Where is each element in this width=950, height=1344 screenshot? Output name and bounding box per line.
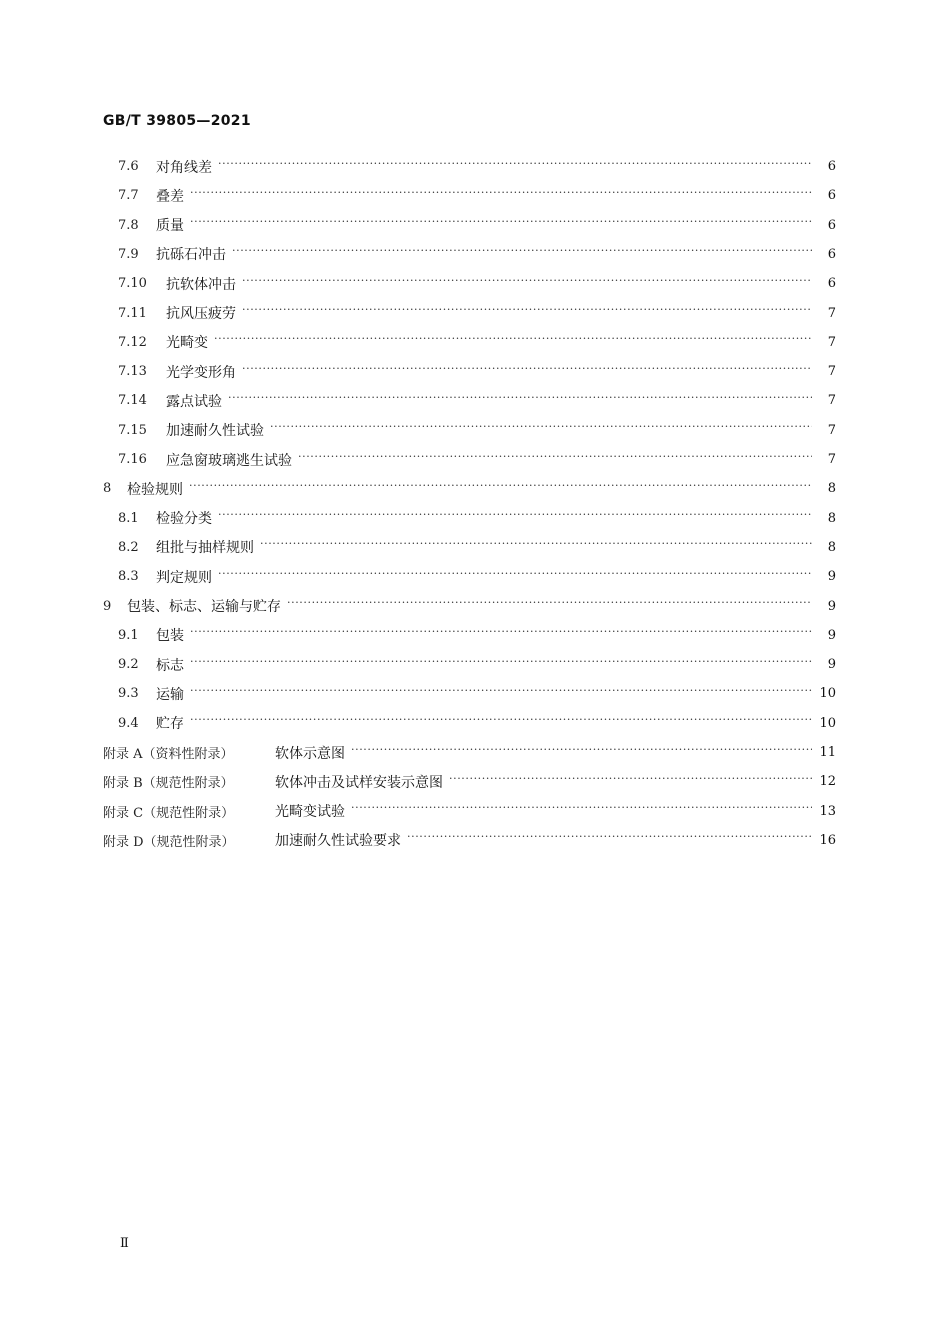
- toc-entry-page: 6: [827, 188, 836, 204]
- toc-entry-number: 附录 B（规范性附录）: [103, 776, 234, 792]
- toc-leader-dots: [190, 717, 812, 731]
- toc-entry[interactable]: [118, 299, 836, 328]
- toc-entry[interactable]: [118, 152, 836, 181]
- toc-entry-title: 运输: [156, 686, 184, 703]
- page-number: Ⅱ: [120, 1236, 129, 1251]
- toc-entry[interactable]: [118, 562, 836, 591]
- toc-leader-dots: [298, 454, 812, 468]
- toc-entry-number: 7.12: [118, 334, 147, 350]
- toc-leader-dots: [270, 424, 812, 438]
- toc-leader-dots: [260, 541, 812, 555]
- toc-entry[interactable]: [118, 445, 836, 474]
- toc-entry-page: 6: [827, 159, 836, 174]
- toc-entry-number: 7.10: [118, 276, 147, 292]
- toc-entry-number: 7.14: [118, 393, 147, 409]
- toc-entry-number: 7.16: [118, 452, 147, 467]
- toc-entry-title: 光畸变: [166, 335, 208, 352]
- toc-entry-number: 7.13: [118, 364, 147, 380]
- toc-entry[interactable]: [118, 416, 836, 445]
- toc-entry-number: 8.3: [118, 569, 139, 585]
- toc-leader-dots: [189, 483, 812, 497]
- toc-entry-number: 7.15: [118, 422, 147, 438]
- toc-entry-page: 7: [827, 452, 836, 467]
- toc-leader-dots: [218, 161, 812, 175]
- toc-entry-number: 9.4: [118, 715, 139, 731]
- toc-entry-title: 光学变形角: [166, 364, 236, 381]
- toc-leader-dots: [242, 307, 812, 321]
- toc-entry[interactable]: [118, 357, 836, 386]
- toc-leader-dots: [218, 512, 812, 526]
- toc-entry-number: 9.3: [118, 686, 139, 702]
- toc-entry-title: 软体冲击及试样安装示意图: [275, 774, 443, 791]
- toc-entry-page: 6: [827, 217, 836, 233]
- toc-entry-page: 7: [827, 305, 836, 321]
- toc-entry-number: 8.2: [118, 539, 139, 555]
- toc-leader-dots: [228, 395, 812, 409]
- toc-entry-title: 叠差: [156, 188, 184, 205]
- toc-entry-title: 抗砾石冲击: [156, 247, 226, 264]
- toc-entry-title: 对角线差: [156, 159, 212, 176]
- toc-entry-page: 10: [819, 686, 836, 702]
- toc-entry-title: 加速耐久性试验要求: [275, 833, 401, 850]
- toc-entry-page: 9: [827, 657, 836, 673]
- toc-entry-page: 8: [827, 510, 836, 526]
- toc-entry[interactable]: [118, 211, 836, 240]
- toc-leader-dots: [407, 834, 812, 848]
- toc-entry[interactable]: [118, 679, 836, 708]
- toc-entry-page: 11: [819, 745, 836, 760]
- toc-entry[interactable]: [118, 504, 836, 533]
- toc-entry-title: 判定规则: [156, 569, 212, 586]
- toc-entry-title: 检验分类: [156, 511, 212, 528]
- toc-leader-dots: [351, 805, 812, 819]
- toc-entry-number: 附录 D（规范性附录）: [103, 834, 235, 850]
- toc-entry[interactable]: [118, 621, 836, 650]
- toc-leader-dots: [214, 336, 812, 350]
- toc-entry-page: 12: [819, 774, 836, 790]
- toc-entry-title: 露点试验: [166, 393, 222, 410]
- toc-entry-number: 7.7: [118, 188, 139, 204]
- toc-entry-number: 8: [103, 481, 112, 497]
- toc-entry[interactable]: [118, 709, 836, 738]
- toc-leader-dots: [190, 219, 812, 233]
- toc-entry[interactable]: [103, 797, 836, 826]
- toc-entry-title: 加速耐久性试验: [166, 423, 264, 440]
- toc-entry-number: 7.6: [118, 159, 139, 174]
- toc-entry-page: 6: [827, 276, 836, 292]
- toc-leader-dots: [218, 571, 812, 585]
- toc-entry-page: 7: [827, 393, 836, 409]
- toc-leader-dots: [449, 776, 812, 790]
- toc-leader-dots: [190, 688, 812, 702]
- toc-leader-dots: [190, 629, 812, 643]
- toc-leader-dots: [242, 278, 812, 292]
- toc-leader-dots: [190, 190, 812, 204]
- toc-entry-title: 抗软体冲击: [166, 276, 236, 293]
- toc-entry[interactable]: [103, 592, 836, 621]
- toc-entry-title: 质量: [156, 218, 184, 235]
- toc-entry-number: 9.2: [118, 657, 139, 673]
- toc-entry-page: 7: [827, 422, 836, 438]
- toc-entry-title: 检验规则: [127, 481, 183, 498]
- toc-entry[interactable]: [103, 826, 836, 855]
- toc-leader-dots: [351, 747, 812, 761]
- toc-leader-dots: [242, 366, 812, 380]
- toc-entry[interactable]: [103, 767, 836, 796]
- toc-entry[interactable]: [118, 269, 836, 298]
- toc-entry-page: 8: [827, 481, 836, 497]
- toc-entry[interactable]: [103, 474, 836, 503]
- toc-entry-page: 9: [827, 598, 836, 614]
- toc-entry-number: 7.9: [118, 246, 139, 262]
- toc-entry-page: 6: [827, 246, 836, 262]
- toc-entry-title: 光畸变试验: [275, 804, 345, 821]
- toc-entry-page: 7: [827, 334, 836, 350]
- toc-entry-number: 9: [103, 598, 112, 614]
- toc-entry-title: 标志: [156, 657, 184, 674]
- toc-leader-dots: [287, 600, 812, 614]
- standard-code: GB/T 39805—2021: [103, 113, 251, 129]
- toc-entry[interactable]: [118, 650, 836, 679]
- toc-entry-page: 10: [819, 715, 836, 731]
- toc-entry[interactable]: [118, 181, 836, 210]
- toc-entry-title: 软体示意图: [275, 745, 345, 762]
- toc-entry-number: 9.1: [118, 627, 139, 643]
- toc-entry-page: 7: [827, 364, 836, 380]
- toc-entry[interactable]: [118, 328, 836, 357]
- toc-entry[interactable]: [118, 533, 836, 562]
- toc-entry[interactable]: [118, 240, 836, 269]
- toc-entry-number: 7.11: [118, 305, 147, 321]
- toc-entry-number: 附录 C（规范性附录）: [103, 805, 235, 821]
- toc-entry[interactable]: [103, 738, 836, 767]
- toc-entry-page: 9: [827, 627, 836, 643]
- toc-entry-title: 应急窗玻璃逃生试验: [166, 452, 292, 469]
- toc-entry-number: 7.8: [118, 217, 139, 233]
- toc-entry-page: 13: [819, 803, 836, 819]
- toc-entry-title: 抗风压疲劳: [166, 306, 236, 322]
- toc-entry-page: 9: [827, 569, 836, 585]
- toc-entry-page: 8: [827, 539, 836, 555]
- toc-entry-number: 附录 A（资料性附录）: [103, 747, 234, 762]
- toc-entry[interactable]: [118, 386, 836, 415]
- toc-entry-title: 贮存: [156, 716, 184, 733]
- toc-entry-title: 包装、标志、运输与贮存: [127, 599, 281, 615]
- toc-entry-page: 16: [819, 832, 836, 848]
- toc-leader-dots: [190, 659, 812, 673]
- toc-entry-title: 组批与抽样规则: [156, 540, 254, 557]
- toc-leader-dots: [232, 248, 812, 262]
- toc-entry-title: 包装: [156, 628, 184, 645]
- toc-entry-number: 8.1: [118, 510, 139, 526]
